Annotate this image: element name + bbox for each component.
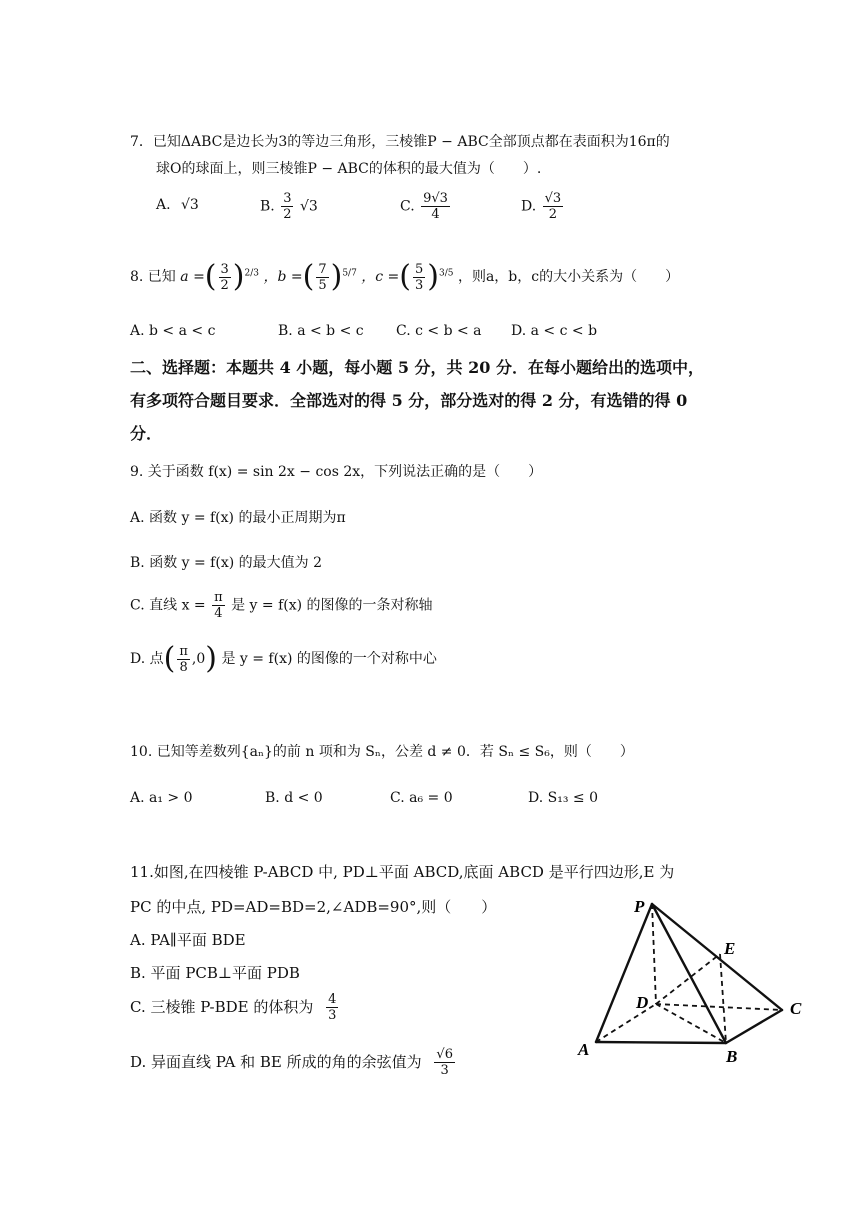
q7-opt-b	[260, 192, 318, 221]
label-b: B	[726, 1047, 738, 1066]
q9-opt-d-fraction	[177, 645, 190, 674]
q11-opt-a: A. PA∥平面 BDE	[130, 931, 246, 949]
edge-pd	[652, 904, 656, 1004]
q9-opt-c-pre: C. 直线 x =	[130, 597, 206, 614]
q10-opt-d: D. S₁₃ ≤ 0	[528, 790, 598, 806]
q8-b-fraction	[316, 263, 328, 292]
q11-opt-c-pre: C. 三棱锥 P-BDE 的体积为	[130, 998, 314, 1016]
q7-opt-d	[521, 192, 565, 221]
q9-opt-c-num: π	[214, 590, 223, 605]
q7-opt-c-label: C.	[400, 198, 415, 215]
q11-opt-d	[130, 1048, 457, 1077]
edge-de	[656, 954, 720, 1004]
q8-a-lhs: a =	[180, 269, 205, 285]
q8-opt-b: B. a < b < c	[278, 323, 364, 339]
pyramid-figure	[570, 890, 820, 1070]
q7-opt-d-num: √3	[544, 191, 562, 206]
q9-opt-a: A. 函数 y = f(x) 的最小正周期为π	[130, 510, 346, 526]
q8-a-num: 3	[220, 261, 229, 277]
label-a: A	[578, 1040, 590, 1059]
q8-a-fraction	[219, 263, 231, 292]
label-p: P	[634, 897, 645, 916]
q7-opt-c-num: 9√3	[423, 191, 448, 206]
q11-opt-d-den: 3	[440, 1063, 449, 1078]
q10-opt-c: C. a₆ = 0	[390, 790, 453, 806]
section2-heading-line2: 有多项符合题目要求．全部选对的得 5 分，部分选对的得 2 分，有选错的得 0	[130, 391, 688, 410]
q7-opt-a: √3	[181, 197, 199, 213]
q8-opt-d: D. a < c < b	[511, 323, 598, 339]
q10-stem: 10. 已知等差数列{aₙ}的前 n 项和为 Sₙ，公差 d ≠ 0．若 Sₙ ≤ S₆，则（ ）	[130, 744, 634, 760]
q8-b-lhs: ，b =	[263, 269, 303, 285]
edge-eb	[720, 954, 726, 1043]
q7-opt-b-den: 2	[283, 207, 292, 222]
q9-opt-d-post: 是 y = f(x) 的图像的一个对称中心	[221, 651, 437, 667]
q8-b-den: 5	[318, 277, 327, 293]
q10-opt-b: B. d < 0	[265, 790, 323, 806]
q9-opt-c-fraction	[212, 591, 225, 620]
edge-pc	[652, 904, 782, 1010]
q8-a-exponent: 2/3	[244, 268, 259, 279]
q9-opt-d	[130, 641, 437, 676]
q8-c-den: 3	[415, 277, 424, 293]
edge-pa	[596, 904, 652, 1042]
edge-ab	[596, 1042, 726, 1043]
label-c: C	[790, 999, 802, 1018]
q11-opt-d-fraction	[434, 1048, 455, 1077]
section2-heading-line1: 二、选择题：本题共 4 小题，每小题 5 分，共 20 分．在每小题给出的选项中，	[130, 358, 704, 377]
q9-stem: 9. 关于函数 f(x) = sin 2x − cos 2x，下列说法正确的是（ ）	[130, 464, 543, 480]
q11-opt-b: B. 平面 PCB⊥平面 PDB	[130, 964, 300, 982]
q11-stem-line1: 11.如图,在四棱锥 P-ABCD 中, PD⊥平面 ABCD,底面 ABCD 是平行四边形,E 为	[130, 863, 675, 881]
q9-opt-c-den: 4	[214, 606, 223, 621]
q9-opt-d-num: π	[179, 643, 188, 659]
q8-b-exponent: 5/7	[342, 268, 357, 279]
q9-opt-c	[130, 591, 433, 620]
q7-opt-d-den: 2	[548, 207, 558, 222]
q8-opt-a: A. b < a < c	[130, 323, 216, 339]
q9-opt-d-den: 8	[179, 659, 188, 675]
q7-opt-a-label: A.	[156, 197, 171, 213]
q7-opt-d-label: D.	[521, 198, 537, 215]
q8-suffix: ，则a，b，c的大小关系为（ ）	[457, 269, 680, 285]
q8-c-rparen: )	[427, 259, 440, 294]
q7-stem-line1: 7．已知ΔABC是边长为3的等边三角形，三棱锥P − ABC全部顶点都在表面积为16π的	[130, 134, 670, 150]
q7-opt-c	[400, 192, 452, 221]
q8-a-lparen: (	[204, 259, 217, 294]
q7-opt-b-label: B.	[260, 198, 275, 215]
q9-opt-d-pre: D. 点	[130, 651, 164, 667]
q11-opt-c-num: 4	[328, 992, 337, 1007]
q8-opt-c: C. c < b < a	[396, 323, 482, 339]
q11-opt-d-pre: D. 异面直线 PA 和 BE 所成的角的余弦值为	[130, 1053, 422, 1071]
q8-stem	[130, 259, 680, 294]
q11-opt-c-den: 3	[328, 1008, 337, 1023]
q8-c-lparen: (	[399, 259, 412, 294]
q8-b-num: 7	[318, 261, 327, 277]
q9-opt-b: B. 函数 y = f(x) 的最大值为 2	[130, 555, 322, 571]
q8-c-num: 5	[415, 261, 424, 277]
edge-dc	[656, 1004, 782, 1010]
q8-c-fraction	[413, 263, 425, 292]
q9-opt-d-rparen: )	[205, 641, 217, 676]
q7-stem-line2: 球O的球面上，则三棱锥P − ABC的体积的最大值为（ ）.	[156, 161, 542, 177]
q8-b-lparen: (	[302, 259, 315, 294]
q7-opt-d-fraction	[543, 192, 564, 221]
edge-bc	[726, 1010, 782, 1043]
q11-opt-d-num: √6	[436, 1047, 453, 1062]
q7-opt-b-tail: √3	[299, 198, 318, 215]
q9-opt-d-mid: ,0	[191, 651, 206, 667]
q7-opt-b-num: 3	[283, 191, 292, 206]
q7-opt-c-den: 4	[431, 207, 440, 222]
section2-heading-line3: 分．	[130, 424, 163, 443]
q8-a-den: 2	[220, 277, 229, 293]
q9-opt-d-lparen: (	[163, 641, 176, 676]
q9-opt-c-post: 是 y = f(x) 的图像的一条对称轴	[231, 597, 433, 614]
q7-opt-c-fraction	[421, 192, 450, 221]
q7-opt-b-fraction	[281, 192, 293, 221]
q11-opt-c	[130, 993, 340, 1022]
q8-c-exponent: 3/5	[439, 268, 454, 279]
q10-opt-a: A. a₁ > 0	[130, 790, 193, 806]
label-e: E	[724, 939, 736, 958]
q8-c-lhs: ，c =	[361, 269, 400, 285]
q8-b-rparen: )	[330, 259, 343, 294]
q11-stem-line2: PC 的中点, PD=AD=BD=2,∠ADB=90°,则（ ）	[130, 898, 497, 916]
label-d: D	[636, 993, 649, 1012]
q8-prefix: 8. 已知	[130, 269, 176, 285]
q8-a-rparen: )	[232, 259, 245, 294]
q7-options	[156, 198, 199, 212]
q11-opt-c-fraction	[326, 993, 338, 1022]
